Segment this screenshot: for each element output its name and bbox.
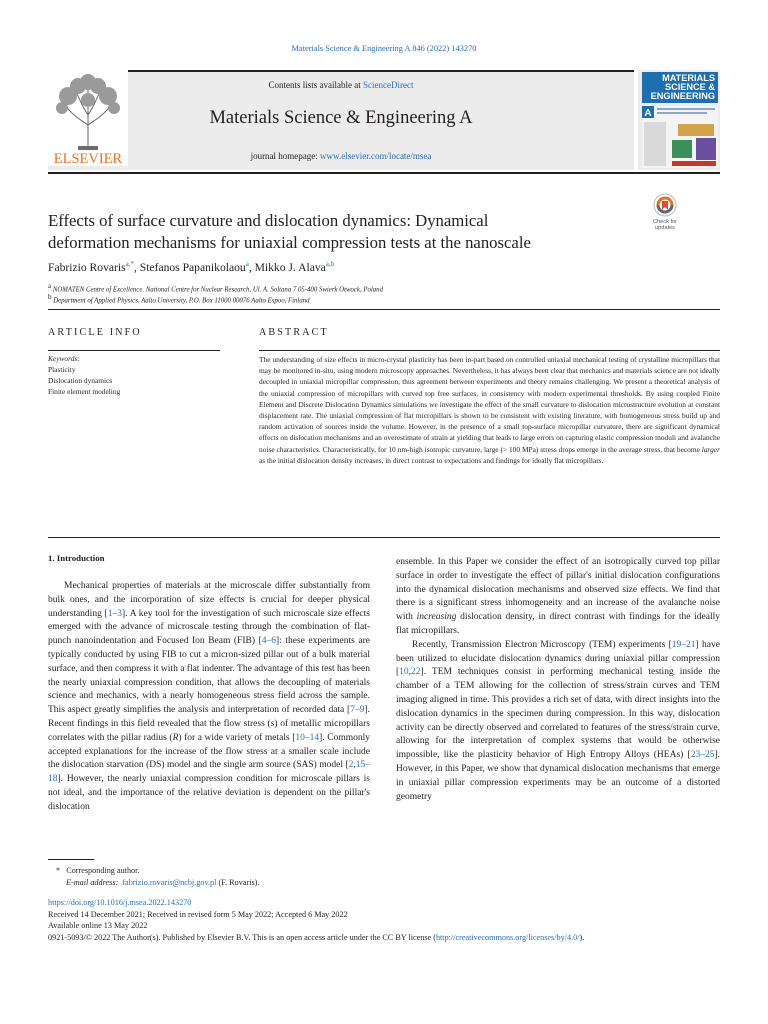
keyword: Dislocation dynamics: [48, 376, 113, 385]
license-link[interactable]: http://creativecommons.org/licenses/by/4.0/: [435, 932, 580, 942]
available-online: Available online 13 May 2022: [48, 921, 148, 931]
abstract-heading: ABSTRACT: [259, 327, 329, 338]
keyword: Plasticity: [48, 365, 76, 374]
italic-text: s: [270, 718, 275, 729]
abstract-body: The understanding of size effects in micro-crystal plasticity has been in-part based on controlled uniaxial mechanical testing of crystalline micropillars that may be monitored in-situ, using modern microscopy approaches. Nevertheless, it has always been clear that mechanics and materials science are not ideally decoupled in uniaxial micropillar compression, thus agreement between experiments and theory remains challenging. We present a theoretical analysis of the uniaxial compression of micropillars with curved top free surfaces, in consistency with modern experimental thresholds. By using coupled Finite Element and Discrete Dislocation Dynamics simulations we investigate the effect of the small curvature to dislocation microstructure evolution at constant displacement rate. The uniaxial compression of flat micropillars is shown to be consistent with existing literature, with homogeneous stress build up and random activation of sources inside the volume. However, in the presence of a small top-surface micropillar curvature, there are significant dynamical effects on dislocation mechanisms and an overestimate of strain at yielding that leads to large errors on capturing elastic compression moduli and avalanche noise characteristics. Characteristically, for 10 nm-high isotropic curvature, large (> 100 MPa) stress drops emerge in the average stress, that become: [259, 355, 720, 454]
body-text: ]. However, in this Paper, we show that dynamical dislocation mechanisms that emerge in uniaxial pillar compression experiments may be an outcome of a distorted geometry: [396, 750, 720, 802]
header-divider: [48, 309, 720, 310]
affiliation-text: NOMATEN Centre of Excellence. National Centre for Nuclear Research, Ul. A. Soltana 7 05-400 Swierk Otwock, Poland: [52, 286, 383, 294]
citation-link[interactable]: 4–6: [261, 636, 276, 647]
homepage-prefix: journal homepage:: [250, 151, 321, 161]
elsevier-wordmark: ELSEVIER: [53, 151, 123, 166]
author-name[interactable]: Stefanos Papanikolaou: [139, 260, 246, 274]
masthead-bottom-rule: [48, 172, 720, 174]
italic-text: increasing: [416, 612, 457, 623]
italic-text: R: [172, 732, 179, 743]
body-paragraph: [396, 556, 720, 639]
article-info-heading: ARTICLE INFO: [48, 327, 142, 338]
author-affiliation-mark[interactable]: a: [245, 260, 249, 268]
paper-title: [48, 210, 648, 254]
author-list: [48, 260, 334, 274]
citation-link[interactable]: 15–18: [48, 760, 370, 785]
title-line: deformation mechanisms for uniaxial compression tests at the nanoscale: [48, 233, 531, 252]
body-text: ]. A key tool for the investigation of such microscale size effects emerged with the advance of microscale testing through the combination of flat-punch nanoindentation and Focused Ion Beam (FIB) [: [48, 608, 370, 647]
doi-link[interactable]: https://doi.org/10.1016/j.msea.2022.143270: [48, 898, 192, 907]
citation-link[interactable]: 10–14: [295, 732, 320, 743]
affiliation-text: Department of Applied Physics, Aalto University, P.O. Box 11000 00076 Aalto Espoo, Finland: [53, 297, 310, 305]
body-text: ensemble. In this Paper we consider the effect of an isotropically curved top pillar surface in order to investigate the effect of pillar's initial dislocation configurations into the dynamical dislocation mechanisms and observed size effects. We find that there is a significant stress inhomogeneity and an increase of the avalanche noise with: [396, 557, 720, 623]
body-text: ]. However, the nearly uniaxial compression condition for microscale pillars is not ideal, and the importance of the relative deviation is dependent on the pillar's dislocation: [48, 774, 370, 812]
citation-link[interactable]: 1–3: [107, 608, 122, 619]
abstract-bottom-rule: [48, 537, 720, 538]
author-separator: ,: [133, 260, 140, 274]
affiliation-mark: b: [48, 293, 52, 301]
affiliation-mark: a: [48, 282, 52, 290]
cover-title: MATERIALS SCIENCE & ENGINEERING: [642, 72, 718, 103]
check-for-updates-badge[interactable]: [647, 192, 683, 232]
keyword: Finite element modeling: [48, 387, 121, 396]
body-text: ]. Commonly accepted explanations for the increase of the flow stress at a smaller scale include the dislocation starvation (DS) model and the single arm source (SAS) model [: [48, 732, 370, 771]
body-paragraph: [396, 639, 720, 805]
received-dates: Received 14 December 2021; Received in revised form 5 May 2022; Accepted 6 May 2022: [48, 909, 348, 919]
masthead-top-rule: [48, 70, 634, 72]
body-text: ]. Recent findings in this field revealed that the flow stress (: [48, 705, 370, 729]
badge-line-2: updates: [655, 225, 675, 231]
author-name[interactable]: Fabrizio Rovaris: [48, 260, 126, 274]
email-note: [66, 877, 259, 889]
affiliation: [48, 293, 310, 304]
citation-link[interactable]: 19–21: [671, 639, 696, 650]
body-text: ) of metallic micropillars correlates with the pillar radius (: [48, 718, 371, 743]
email-label: E-mail address:: [66, 878, 119, 887]
email-link[interactable]: fabrizio.rovaris@ncbj.gov.pl: [122, 878, 217, 887]
body-text: ,: [353, 760, 356, 771]
publication-details: [48, 897, 728, 943]
article-info-rule: [48, 350, 220, 351]
license-text-end: ).: [579, 932, 585, 942]
body-text: ]: these experiments are typically conducted by using FIB to cut a micron-sized pillar out of a bulk material surface, and then compress it with a flat indenter. The advantage of this test has been the nearly uniaxial compression condition, that allows the decoupling of materials science and mechanics, with a nearly homogeneous stress field across the sample. This aspect greatly simplifies the analysis and interpretation of recorded data [: [48, 636, 370, 716]
author-affiliation-mark[interactable]: a,b: [325, 260, 335, 268]
journal-homepage-link[interactable]: www.elsevier.com/locate/msea: [320, 151, 432, 161]
abstract-body: as the initial dislocation density increases, in direct contrast to expectations and findings for ideally flat micropillars.: [259, 455, 604, 465]
footnote-mark: *: [56, 866, 61, 875]
body-text: ) for a wide variety of metals [: [178, 732, 296, 743]
journal-masthead: [48, 70, 720, 170]
title-line: Effects of surface curvature and dislocation dynamics: Dynamical: [48, 211, 489, 230]
email-suffix: (F. Rovaris).: [216, 878, 260, 887]
affiliation: [48, 282, 383, 293]
keywords-label: Keywords:: [48, 354, 80, 363]
journal-cover[interactable]: [638, 70, 720, 170]
abstract-rule: [259, 350, 720, 351]
license-text: 0921-5093/© 2022 The Author(s). Published by Elsevier B.V. This is an open access article under the CC BY license (: [48, 932, 436, 942]
abstract-emphasis: larger: [701, 444, 720, 454]
author-name[interactable]: Mikko J. Alava: [254, 260, 326, 274]
abstract-text: [259, 354, 720, 466]
cover-artwork: [642, 106, 718, 168]
cover-letter: A: [644, 108, 652, 119]
sciencedirect-link[interactable]: ScienceDirect: [363, 80, 414, 90]
author-separator: ,: [248, 260, 255, 274]
body-text: Mechanical properties of materials at the microscale differ substantially from bulk ones, and the incorporation of size effects is crucial for deeper physical understanding [: [48, 581, 370, 619]
journal-citation[interactable]: Materials Science & Engineering A 846 (2022) 143270: [291, 44, 477, 53]
citation-link[interactable]: 7–9: [350, 705, 365, 716]
body-column-right: [396, 556, 720, 804]
section-heading-introduction: 1. Introduction: [48, 553, 105, 563]
body-text: ]. TEM techniques consist in performing mechanical testing inside the chamber of a TEM allowing for the collection of stress/strain curves and TEM imaging aligned in time. This provides a rich set of data, with direct insights into the dislocation dynamics in the specimen during compression. In this way, dislocation activity can be directly observed and correlated to features of the stress/strain curve, allowing for the interpretation of complex systems that would be otherwise impossible, like the plasticity behavior of High Entropy Alloys (HEAs) [: [396, 667, 720, 761]
contents-prefix: Contents lists available at: [268, 80, 363, 90]
contents-line: [48, 80, 634, 90]
citation-link[interactable]: 2: [348, 760, 354, 771]
footnote-rule: [48, 859, 94, 860]
homepage-line: [48, 151, 634, 161]
license-line: [48, 932, 728, 944]
body-text: dislocation density, in direct contrast with findings for the ideally flat micropillars.: [396, 612, 721, 636]
author-affiliation-mark[interactable]: a,*: [125, 260, 134, 268]
citation-link[interactable]: 23–25: [690, 750, 715, 761]
journal-name: Materials Science & Engineering A: [209, 108, 473, 128]
body-text: ,: [408, 667, 412, 678]
body-text: ] have been utilized to elucidate dislocation dynamics during uniaxial pillar compression [: [396, 639, 720, 678]
footnote-text: Corresponding author.: [66, 866, 140, 875]
body-text: Recently, Transmission Electron Microscopy (TEM) experiments [: [412, 639, 672, 650]
corresponding-author-note: [56, 865, 139, 877]
badge-line-1: Check for: [653, 219, 677, 225]
body-column-left: [48, 580, 370, 815]
citation-link[interactable]: 10: [399, 667, 409, 678]
citation-link[interactable]: 22: [411, 667, 421, 678]
